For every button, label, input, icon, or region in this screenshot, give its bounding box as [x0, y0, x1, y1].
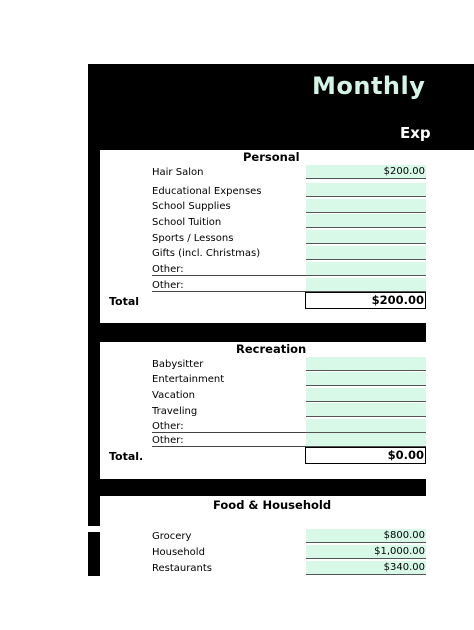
amount-cell[interactable]: [306, 403, 426, 417]
row-label: Other:: [152, 264, 306, 276]
amount-cell[interactable]: [306, 183, 426, 197]
row-label: Gifts (incl. Christmas): [152, 248, 261, 259]
row-label: Restaurants: [152, 563, 212, 574]
section-title-personal: Personal: [243, 150, 300, 164]
row-label: Other:: [152, 435, 306, 447]
row-label: School Supplies: [152, 201, 231, 212]
total-value: $200.00: [305, 292, 426, 309]
amount-cell[interactable]: [306, 419, 426, 433]
page-subtitle: Exp: [400, 124, 431, 142]
total-label: Total: [109, 295, 140, 308]
amount-cell[interactable]: [306, 262, 426, 276]
amount-cell[interactable]: $340.00: [306, 561, 426, 575]
row-label: Educational Expenses: [152, 186, 262, 197]
amount-cell[interactable]: [306, 433, 426, 447]
row-label: School Tuition: [152, 217, 222, 228]
section-title-recreation: Recreation: [236, 342, 307, 356]
divider-band: [88, 479, 426, 496]
row-label: Sports / Lessons: [152, 233, 234, 244]
row-label: Vacation: [152, 390, 195, 401]
amount-cell[interactable]: [306, 278, 426, 292]
row-label: Entertainment: [152, 374, 225, 385]
row-label: Grocery: [152, 531, 192, 542]
section-title-food-household: Food & Household: [213, 498, 332, 512]
row-label: Household: [152, 547, 205, 558]
total-value: $0.00: [305, 447, 426, 464]
left-frame-bar: [88, 120, 100, 576]
amount-cell[interactable]: [306, 199, 426, 213]
amount-cell[interactable]: $200.00: [306, 165, 426, 179]
row-label: Babysitter: [152, 359, 204, 370]
row-label: Other:: [152, 421, 306, 433]
left-frame-notch: [88, 526, 100, 532]
row-label: Other:: [152, 280, 306, 292]
row-label: Traveling: [152, 406, 198, 417]
amount-cell[interactable]: [306, 230, 426, 244]
amount-cell[interactable]: $1,000.00: [306, 545, 426, 559]
amount-cell[interactable]: $800.00: [306, 529, 426, 543]
amount-cell[interactable]: [306, 246, 426, 260]
total-label: Total.: [109, 450, 144, 463]
amount-cell[interactable]: [306, 357, 426, 371]
amount-cell[interactable]: [306, 372, 426, 386]
divider-band: [88, 323, 426, 342]
page-title: Monthly: [312, 72, 426, 100]
row-label: Hair Salon: [152, 167, 204, 178]
amount-cell[interactable]: [306, 214, 426, 228]
amount-cell[interactable]: [306, 388, 426, 402]
